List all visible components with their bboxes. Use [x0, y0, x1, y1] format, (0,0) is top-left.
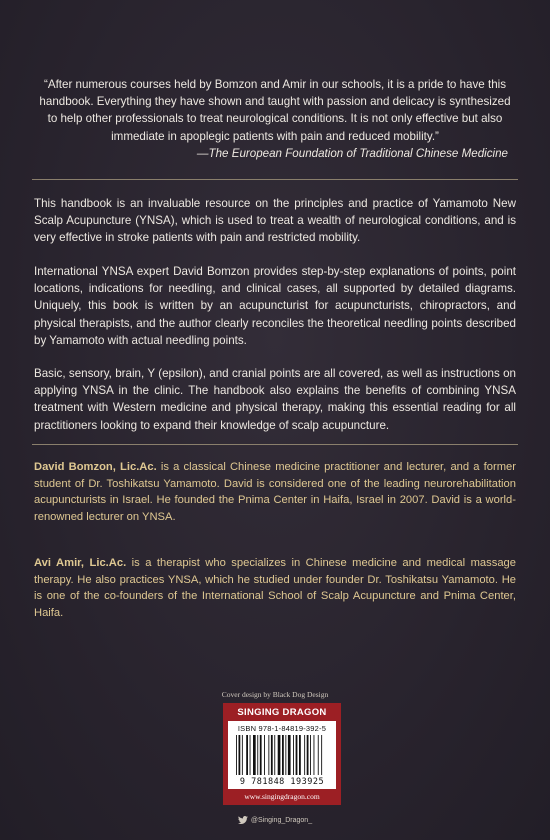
twitter-bird-icon [238, 816, 248, 824]
author-name: David Bomzon, Lic.Ac. [34, 461, 157, 473]
author-bio-text: is a therapist who specializes in Chinese medicine and medical massage therapy. He also practices YNSA, which he studied under founder Dr. Toshikatsu Yamamoto. He is one of the co-founders of the International School of Scalp Acupuncture and Pnima Center, Haifa. [34, 557, 516, 619]
barcode-icon [236, 735, 328, 775]
barcode-number: 9 781848 193925 [239, 777, 325, 787]
author-bio-text: is a classical Chinese medicine practitioner and lecturer, and a former student of Dr. Toshikatsu Yamamoto. David is considered one of the leading neurorehabilitation acupuncturists in Israel. He founded the Pnima Center in Haifa, Israel in 2007. David is a world-renowned lecturer on YNSA. [34, 461, 516, 523]
twitter-handle-line [0, 816, 550, 824]
author-name: Avi Amir, Lic.Ac. [34, 557, 127, 569]
publisher-name: SINGING DRAGON [237, 707, 327, 718]
quote-attribution: —The European Foundation of Traditional Chinese Medicine [196, 146, 508, 160]
barcode-area [228, 721, 336, 789]
publisher-barcode-panel [223, 703, 341, 805]
author-bio [34, 555, 516, 621]
twitter-handle[interactable]: @Singing_Dragon_ [250, 816, 313, 824]
divider-rule [32, 179, 518, 180]
isbn-label: ISBN 978-1-84819-392-5 [237, 724, 327, 733]
description-paragraph: International YNSA expert David Bomzon provides step-by-step explanations of points, point locations, indications for needling, and clinical cases, all supported by detailed diagrams. Uniquely, this book is written by an acupuncturist for acupuncturists, chiropractors, and physical therapists, and the author clearly reconciles the theoretical needling points described by Yamamoto with actual needling points. [34, 265, 516, 347]
description-paragraph: This handbook is an invaluable resource on the principles and practice of Yamamoto New Scalp Acupuncture (YNSA), which is used to treat a wealth of neurological conditions, and is very effective in stroke patients with pain and restricted mobility. [34, 197, 516, 245]
quote-text: “After numerous courses held by Bomzon and Amir in our schools, it is a pride to have this handbook. Everything they have shown and taught with passion and delicacy is synthesized to help other professionals to treat neurological conditions. It is not only effective but also immediate in apoplegic patients with pain and reduced mobility.” [39, 78, 511, 143]
publisher-url[interactable]: www.singingdragon.com [244, 792, 320, 801]
divider-rule [32, 444, 518, 445]
cover-credit: Cover design by Black Dog Design [221, 690, 329, 699]
description-paragraph: Basic, sensory, brain, Y (epsilon), and cranial points are all covered, as well as instructions on applying YNSA in the clinic. The handbook also explains the benefits of combining YNSA treatment with Western medicine and physical therapy, making this essential reading for all practitioners looking to expand their knowledge of scalp acupuncture. [34, 367, 516, 432]
endorsement-quote [34, 76, 516, 162]
author-bio [34, 459, 516, 525]
